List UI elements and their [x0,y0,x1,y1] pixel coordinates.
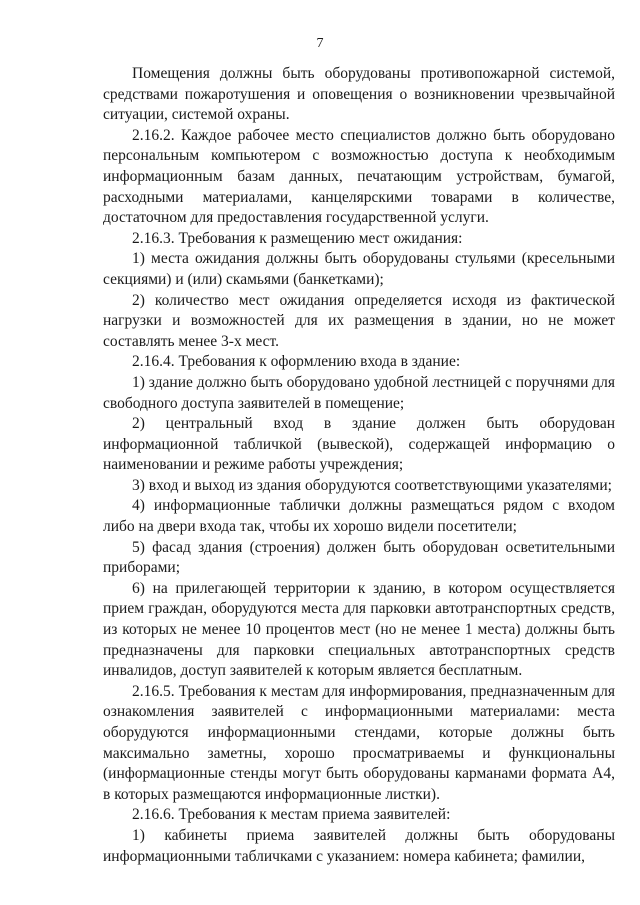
paragraph-2-16-6-heading: 2.16.6. Требования к местам приема заявителей: [132,806,451,824]
list-item-entrance-1: 1) здание должно быть оборудовано удобной лестницей с поручнями для свободного доступа заявителей в помещение; [103,373,615,412]
paragraph-2-16-4-heading: 2.16.4. Требования к оформлению входа в здание: [132,353,461,371]
paragraph-2-16-2: 2.16.2. Каждое рабочее место специалистов должно быть оборудовано персональным компьютером с возможностью доступа к необходимым информационным базам данных, печатающим устройствам, бумагой, расходными материалами, канцелярскими товарами в количестве, достаточном для предоставления государственной услуги. [103,126,615,227]
list-item-entrance-3: 3) вход и выход из здания оборудуются соответствующими указателями; [132,476,612,494]
paragraph-premises-safety: Помещения должны быть оборудованы противопожарной системой, средствами пожаротушения и оповещения о возникновении чрезвычайной ситуации, системой охраны. [103,65,615,124]
paragraph-2-16-3-heading: 2.16.3. Требования к размещению мест ожидания: [132,229,463,247]
list-item-entrance-4: 4) информационные таблички должны размещаться рядом с входом либо на двери входа так, чтобы их хорошо видели посетители; [103,497,615,536]
list-item-entrance-2: 2) центральный вход в здание должен быть оборудован информационной табличкой (вывеской), содержащей информацию о наименовании и режиме работы учреждения; [103,415,615,474]
list-item-waiting-2: 2) количество мест ожидания определяется исходя из фактической нагрузки и возможностей для их размещения в здании, но не может составлять менее 3-х мест. [103,291,615,350]
list-item-waiting-1: 1) места ожидания должны быть оборудованы стульями (кресельными секциями) и (или) скамьями (банкетками); [103,250,615,288]
list-item-reception-1: 1) кабинеты приема заявителей должны быть оборудованы информационными табличками с указанием: номера кабинета; фамилии, [103,826,615,865]
document-body [103,64,615,867]
paragraph-2-16-5: 2.16.5. Требования к местам для информирования, предназначенным для ознакомления заявителей с информационными материалами: места оборудуются информационными стендами, которые должны быть максимально заметны, хорошо просматриваемы и функциональны (информационные стенды могут быть оборудованы карманами формата А4, в которых размещаются информационные листки). [103,682,615,803]
list-item-entrance-6: 6) на прилегающей территории к зданию, в котором осуществляется прием граждан, оборудуются места для парковки автотранспортных средств, из которых не менее 10 процентов мест (но не менее 1 места) должны быть предназначены для парковки специальных автотранспортных средств инвалидов, доступ заявителей к которым является бесплатным. [103,579,615,680]
page-number: 7 [316,36,324,51]
list-item-entrance-5: 5) фасад здания (строения) должен быть оборудован осветительными приборами; [103,538,615,577]
